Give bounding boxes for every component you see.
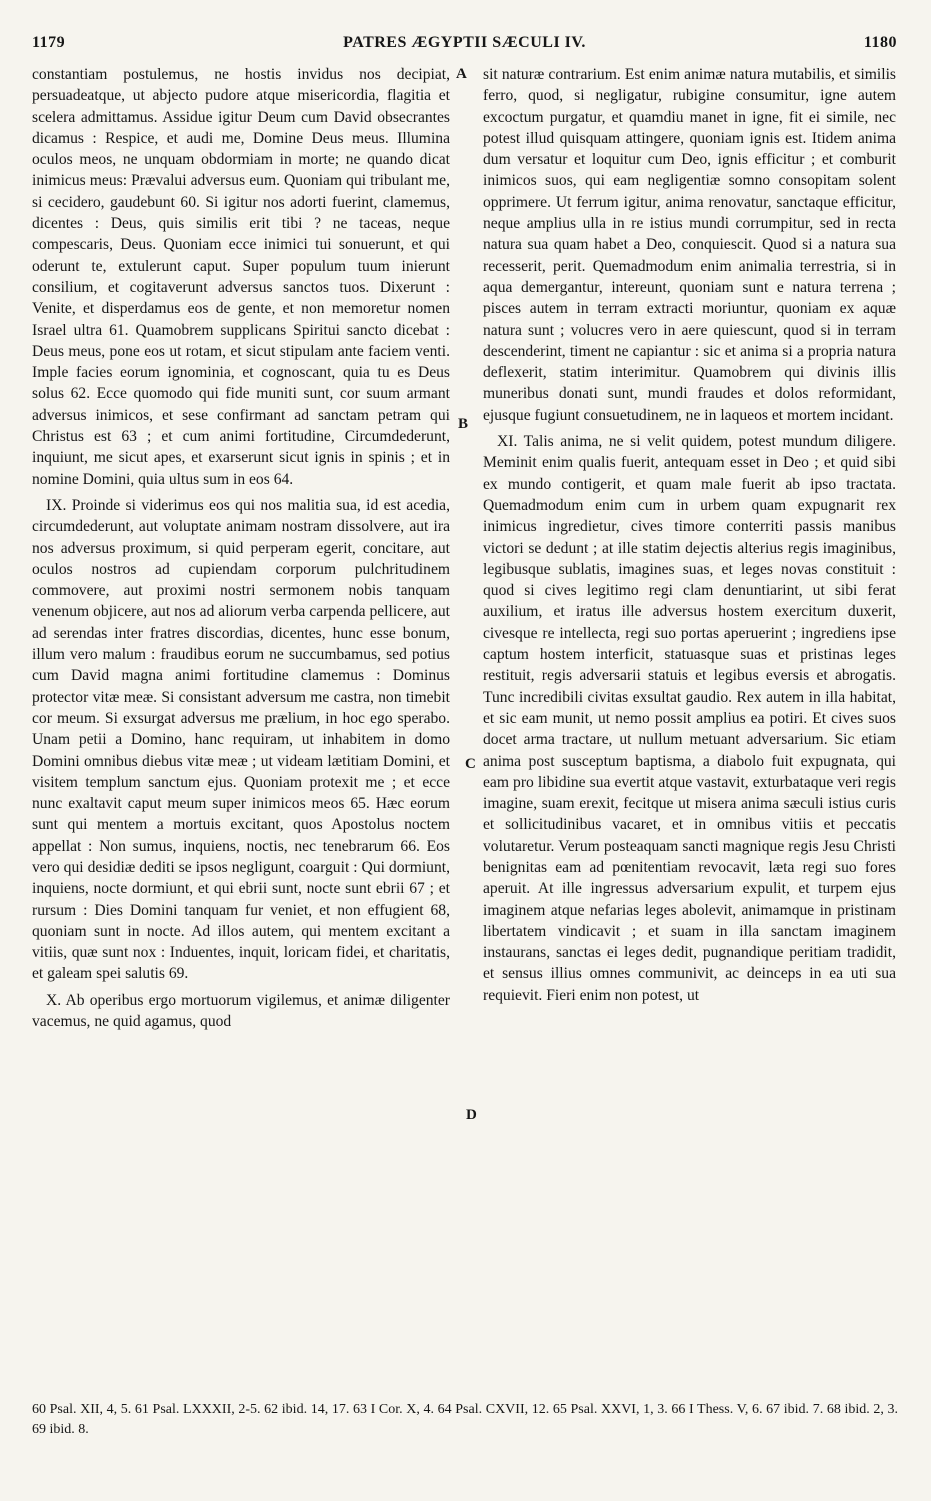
paragraph: XI. Talis anima, ne si velit quidem, potest mundum diligere. Meminit enim qualis fuerit, antequam esset in Deo ; et quid sibi ex mundo contigerit, et quam male fuerit ab ipso tractata. Quemadmodum enim cum in urbem quam expugnarit rex inimicus ingredietur, cives timore conterriti passis manibus victori se dedunt ; at ille statim dejectis alterius regis imaginibus, legibusque sublatis, imagines suas, et leges novas constituit : quod si cives legitimo regi clam denuntiarint, ut sibi ferat auxilium, et iratus ille adversus hostem exercitum duxerit, civesque re intellecta, regi suo portas aperuerint ; ingrediens ipse captum hostem interficit, statuasque suas et pristinas leges restituit, regis adversarii statuis et legibus eversis et abrogatis. Tunc incredibili civitas exsultat gaudio. Rex autem in illa habitat, et sic eam munit, ut nemo possit amplius ea potiri. Et cives suos docet arma tractare, ut nullum metuant adversarium. Sic etiam anima post susceptum baptisma, a diabolo fuit expugnata, qui eam pro libidine sua evertit atque vastavit, exturbataque veri regis imagine, suam erexit, fecitque ut misera anima sæculi istius curis et sollicitudinibus vacaret, et in omnibus vitiis et peccatis volutaretur. Verum posteaquam sancti magnique regis Jesu Christi benignitas eam ad pœnitentiam revocavit, læta regi suo fores aperuit. At ille ingressus adversarium expulit, et turpem ejus imaginem atque nefarias leges abolevit, animamque in pristinam libertatem vindicavit ; et suam in illa sanctam imaginem instaurans, sanctas ei leges dedit, pugnandique peritiam tradidit, et sensus illius omnes communivit, ac deinceps in ea uti sua requievit. Fieri enim non potest, ut <box>483 433 896 1004</box>
right-page-number: 1180 <box>863 34 897 51</box>
paragraph: X. Ab operibus ergo mortuorum vigilemus, et animæ diligenter vacemus, ne quid agamus, quod <box>32 991 450 1031</box>
paragraph: constantiam postulemus, ne hostis invidus nos decipiat, persuadeatque, ut abjecto pudore atque misericordia, flagitia et scelera admittamus. Assidue igitur Deum cum David obsecrantes dicamus : Respice, et audi me, Domine Deus meus. Illumina oculos meos, ne unquam obdormiam in morte; ne quando dicat inimicus meus: Prævalui adversus eum. Quoniam qui tribulant me, si cecidero, gaudebunt 60. Si igitur nos adorti fuerint, clamemus, dicentes : Deus, quis similis erit tibi ? ne taceas, neque compescaris, Deus. Quoniam ecce inimici tui sonuerunt, et qui oderunt te, extulerunt caput. Super populum tuum inierunt consilium, et cogitaverunt adversus sanctos tuos. Dixerunt : Venite, et disperdamus eos de gente, et non memoretur nomen Israel ultra 61. Quamobrem supplicans Spiritui sancto dicebat : Deus meus, pone eos ut rotam, et sicut stipulam ante faciem venti. Imple facies eorum ignominia, et cognoscant, quia tu es Deus solus 62. Ecce quomodo qui fide muniti sunt, cor suum armant adversus inimicos, et sese confirmant ad sanctam petram qui Christus est 63 ; et cum animi fortitudine, Circumdederunt, inquiunt, me sicut apes, et exarserunt sicut ignis in spinis ; et in nomine Domini, quia ultus sum in eos 64. <box>32 66 450 488</box>
margin-letter-c: C <box>465 756 476 772</box>
running-title: PATRES ÆGYPTII SÆCULI IV. <box>343 34 586 51</box>
margin-letter-d: D <box>466 1107 477 1123</box>
margin-letter-a: A <box>456 66 467 82</box>
margin-letter-b: B <box>458 416 469 432</box>
left-page-number: 1179 <box>32 34 66 51</box>
footnotes: 60 Psal. XII, 4, 5. 61 Psal. LXXXII, 2-5. 62 ibid. 14, 17. 63 I Cor. X, 4. 64 Psal. CXVII, 12. 65 Psal. XXVI, 1, 3. 66 I Thess. V, 6. 67 ibid. 7. 68 ibid. 2, 3. 69 ibid. 8. <box>32 1402 898 1437</box>
running-header <box>32 34 897 56</box>
right-column <box>483 64 896 1384</box>
left-column <box>32 64 450 1384</box>
paragraph: sit naturæ contrarium. Est enim animæ natura mutabilis, et similis ferro, quod, si negligatur, rubigine consumitur, igne autem excoctum purgatur, et quamdiu manet in igne, fit ei simile, nec potest illud quisquam attingere, quoniam ignis est. Itidem anima dum versatur et loquitur cum Deo, ignis efficitur ; et comburit inimicos suos, qui eam negligentiæ somno consopitam solent opprimere. Ut ferrum igitur, anima renovatur, sanctaque efficitur, neque amplius ulla in re istius mundi corrumpitur, sed in recta natura sua quam habet a Deo, conquiescit. Quod si a natura sua recesserit, perit. Quemadmodum enim animalia terrestria, si in aqua demergantur, intereunt, quoniam sunt e natura terrena ; pisces autem in terram extracti moriuntur, quoniam ex aquæ natura sunt ; volucres vero in aere quiescunt, quod si in terram descenderint, timent ne capiantur : sic et anima si a propria natura deflexerit, statim interimitur. Quamobrem qui divinis illis muneribus donati sunt, mundi fraudes et dolos reformidant, ejusque fugiunt consuetudinem, ne in laqueos et mortem incidant. <box>483 66 896 424</box>
paragraph: IX. Proinde si viderimus eos qui nos malitia sua, id est acedia, circumdederunt, aut voluptate animam nostram dissolvere, aut ira nos adversus proximum, si quid perperam egerit, concitare, aut oculos nostros ad cupiendam corporum pulchritudinem commovere, aut proximi nostri sermonem nobis tanquam venenum objicere, aut nos ad aliorum verba carpenda pellicere, aut ad serendas inter fratres discordias, dicentes, hunc esse bonum, illum vero malum : fraudibus eorum ne succumbamus, sed potius cum David magna animi fortitudine clamemus : Dominus protector vitæ meæ. Si consistant adversum me castra, non timebit cor meum. Si exsurgat adversus me prælium, in hoc ego sperabo. Unam petii a Domino, hanc requiram, ut inhabitem in domo Domini omnibus diebus vitæ meæ ; ut videam lætitiam Domini, et visitem templum sanctum ejus. Quoniam protexit me ; et ecce nunc exaltavit caput meum super inimicos meos 65. Hæc eorum sunt qui mentem a mortuis excitant, quos Apostolus noctem appellat : Non sumus, inquiens, noctis, nec tenebrarum 66. Eos vero qui desidiæ dediti se ipsos negligunt, coarguit : Qui dormiunt, inquiens, nocte dormiunt, et qui ebrii sunt, nocte sunt ebrii 67 ; et rursum : Dies Domini tanquam fur veniet, et non effugient 68, quoniam sunt in nocte. Ad illos autem, qui mentem excitant a vitiis, quæ sunt nox : Induentes, inquit, loricam fidei, et charitatis, et galeam spei salutis 69. <box>32 496 450 983</box>
